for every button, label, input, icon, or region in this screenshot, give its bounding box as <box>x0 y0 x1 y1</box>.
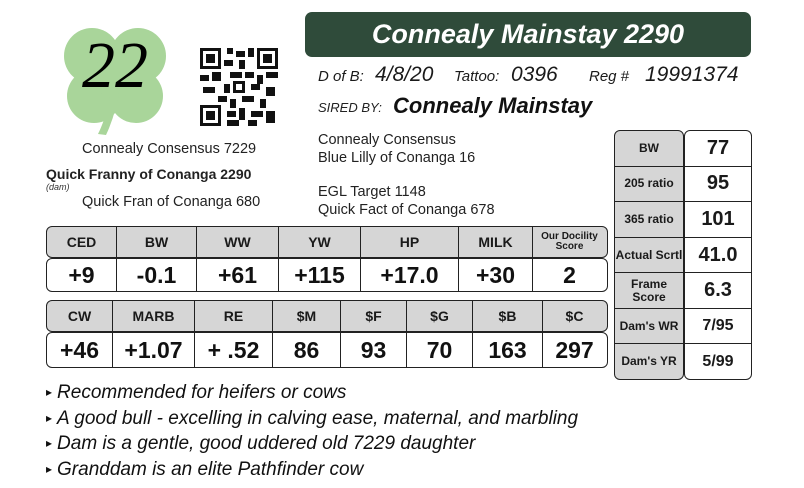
bullet-icon: ▸ <box>46 461 53 476</box>
epd-value-m: 86 <box>273 333 341 367</box>
epd-header-m: $M <box>273 301 341 331</box>
epd-value-milk: +30 <box>459 259 533 291</box>
epd-value-b: 163 <box>473 333 543 367</box>
animal-name-title: Connealy Mainstay 2290 <box>305 12 751 57</box>
side-label-actual-scrtl: Actual Scrtl <box>615 238 683 274</box>
sire-sire: Connealy Consensus <box>318 132 456 148</box>
notes-list <box>46 380 578 482</box>
dam-dam: Quick Fran of Conanga 680 <box>82 194 261 210</box>
epd-header-bw: BW <box>117 227 197 257</box>
epd-row1-headers <box>46 226 608 258</box>
sired-by-label: SIRED BY: <box>318 100 382 115</box>
side-value-dams-yr: 5/99 <box>702 352 734 370</box>
note-item <box>46 380 578 406</box>
epd-header-cw: CW <box>47 301 113 331</box>
epd-header-milk: MILK <box>459 227 533 257</box>
epd-row1-values <box>46 258 608 292</box>
note-item <box>46 406 578 432</box>
epd-value-f: 93 <box>341 333 407 367</box>
bullet-icon: ▸ <box>46 436 53 450</box>
epd-value-cw: +46 <box>47 333 113 367</box>
epd-value-ww: +61 <box>197 259 279 291</box>
epd-value-ced: +9 <box>47 259 117 291</box>
epd-header-g: $G <box>407 301 473 331</box>
note-item <box>46 457 578 483</box>
qr-code-icon <box>200 48 278 126</box>
reg-label: Reg # <box>589 68 630 85</box>
side-value-frame-score: 6.3 <box>685 273 751 309</box>
epd-header-re: RE <box>195 301 273 331</box>
epd-value-g: 70 <box>407 333 473 367</box>
bullet-icon: ▸ <box>46 385 53 399</box>
side-value-bw: 77 <box>685 131 751 167</box>
side-value-actual-scrtl: 41.0 <box>685 238 751 274</box>
epd-value-bw: -0.1 <box>117 259 197 291</box>
reg-value: 19991374 <box>645 63 739 86</box>
note-text: Dam is a gentle, good uddered old 7229 daughter <box>57 433 476 454</box>
epd-header-b: $B <box>473 301 543 331</box>
note-text: A good bull - excelling in calving ease, maternal, and marbling <box>57 407 579 429</box>
epd-value-yw: +115 <box>279 259 361 291</box>
side-value-dams-wr: 7/95 <box>685 309 751 345</box>
epd-header-docility: Our Docility Score <box>541 231 598 252</box>
side-label-dams-wr: Dam's WR <box>615 309 683 345</box>
epd-header-hp: HP <box>361 227 459 257</box>
side-label-205-ratio: 205 ratio <box>615 167 683 203</box>
sire-name: Connealy Mainstay <box>393 93 593 118</box>
epd-header-ced: CED <box>47 227 117 257</box>
dam-dam-dam: Quick Fact of Conanga 678 <box>318 202 495 218</box>
epd-row2-headers <box>46 300 608 332</box>
dam-label: (dam) <box>46 182 70 192</box>
lot-number: 22 <box>82 29 148 102</box>
note-item <box>46 431 578 457</box>
side-label-365-ratio: 365 ratio <box>615 202 683 238</box>
epd-header-marb: MARB <box>113 301 195 331</box>
side-label-frame-score: Frame Score <box>615 273 683 309</box>
dob-value: 4/8/20 <box>375 63 434 86</box>
epd-value-hp: +17.0 <box>361 259 459 291</box>
side-table-labels <box>614 130 684 380</box>
dam-dam-sire: EGL Target 1148 <box>318 184 426 200</box>
side-label-dams-yr: Dam's YR <box>621 354 677 369</box>
epd-header-ww: WW <box>197 227 279 257</box>
epd-header-f: $F <box>341 301 407 331</box>
dam-name: Quick Franny of Conanga 2290 <box>46 166 252 182</box>
sire-dam: Blue Lilly of Conanga 16 <box>318 150 476 166</box>
side-value-365-ratio: 101 <box>685 202 751 238</box>
tattoo-value: 0396 <box>511 63 558 86</box>
note-text: Granddam is an elite Pathfinder cow <box>57 458 364 480</box>
side-table-values <box>684 130 752 380</box>
epd-header-yw: YW <box>279 227 361 257</box>
epd-value-marb: +1.07 <box>113 333 195 367</box>
epd-value-re: + .52 <box>195 333 273 367</box>
epd-header-c: $C <box>565 308 584 324</box>
dam-sire: Connealy Consensus 7229 <box>82 141 257 157</box>
side-value-205-ratio: 95 <box>685 167 751 203</box>
side-label-bw: BW <box>615 131 683 167</box>
epd-value-docility: 2 <box>563 261 576 288</box>
note-text: Recommended for heifers or cows <box>57 382 347 403</box>
tattoo-label: Tattoo: <box>454 68 500 85</box>
dob-label: D of B: <box>318 68 364 85</box>
epd-value-c: 297 <box>555 336 594 363</box>
bullet-icon: ▸ <box>46 410 53 425</box>
epd-row2-values <box>46 332 608 368</box>
